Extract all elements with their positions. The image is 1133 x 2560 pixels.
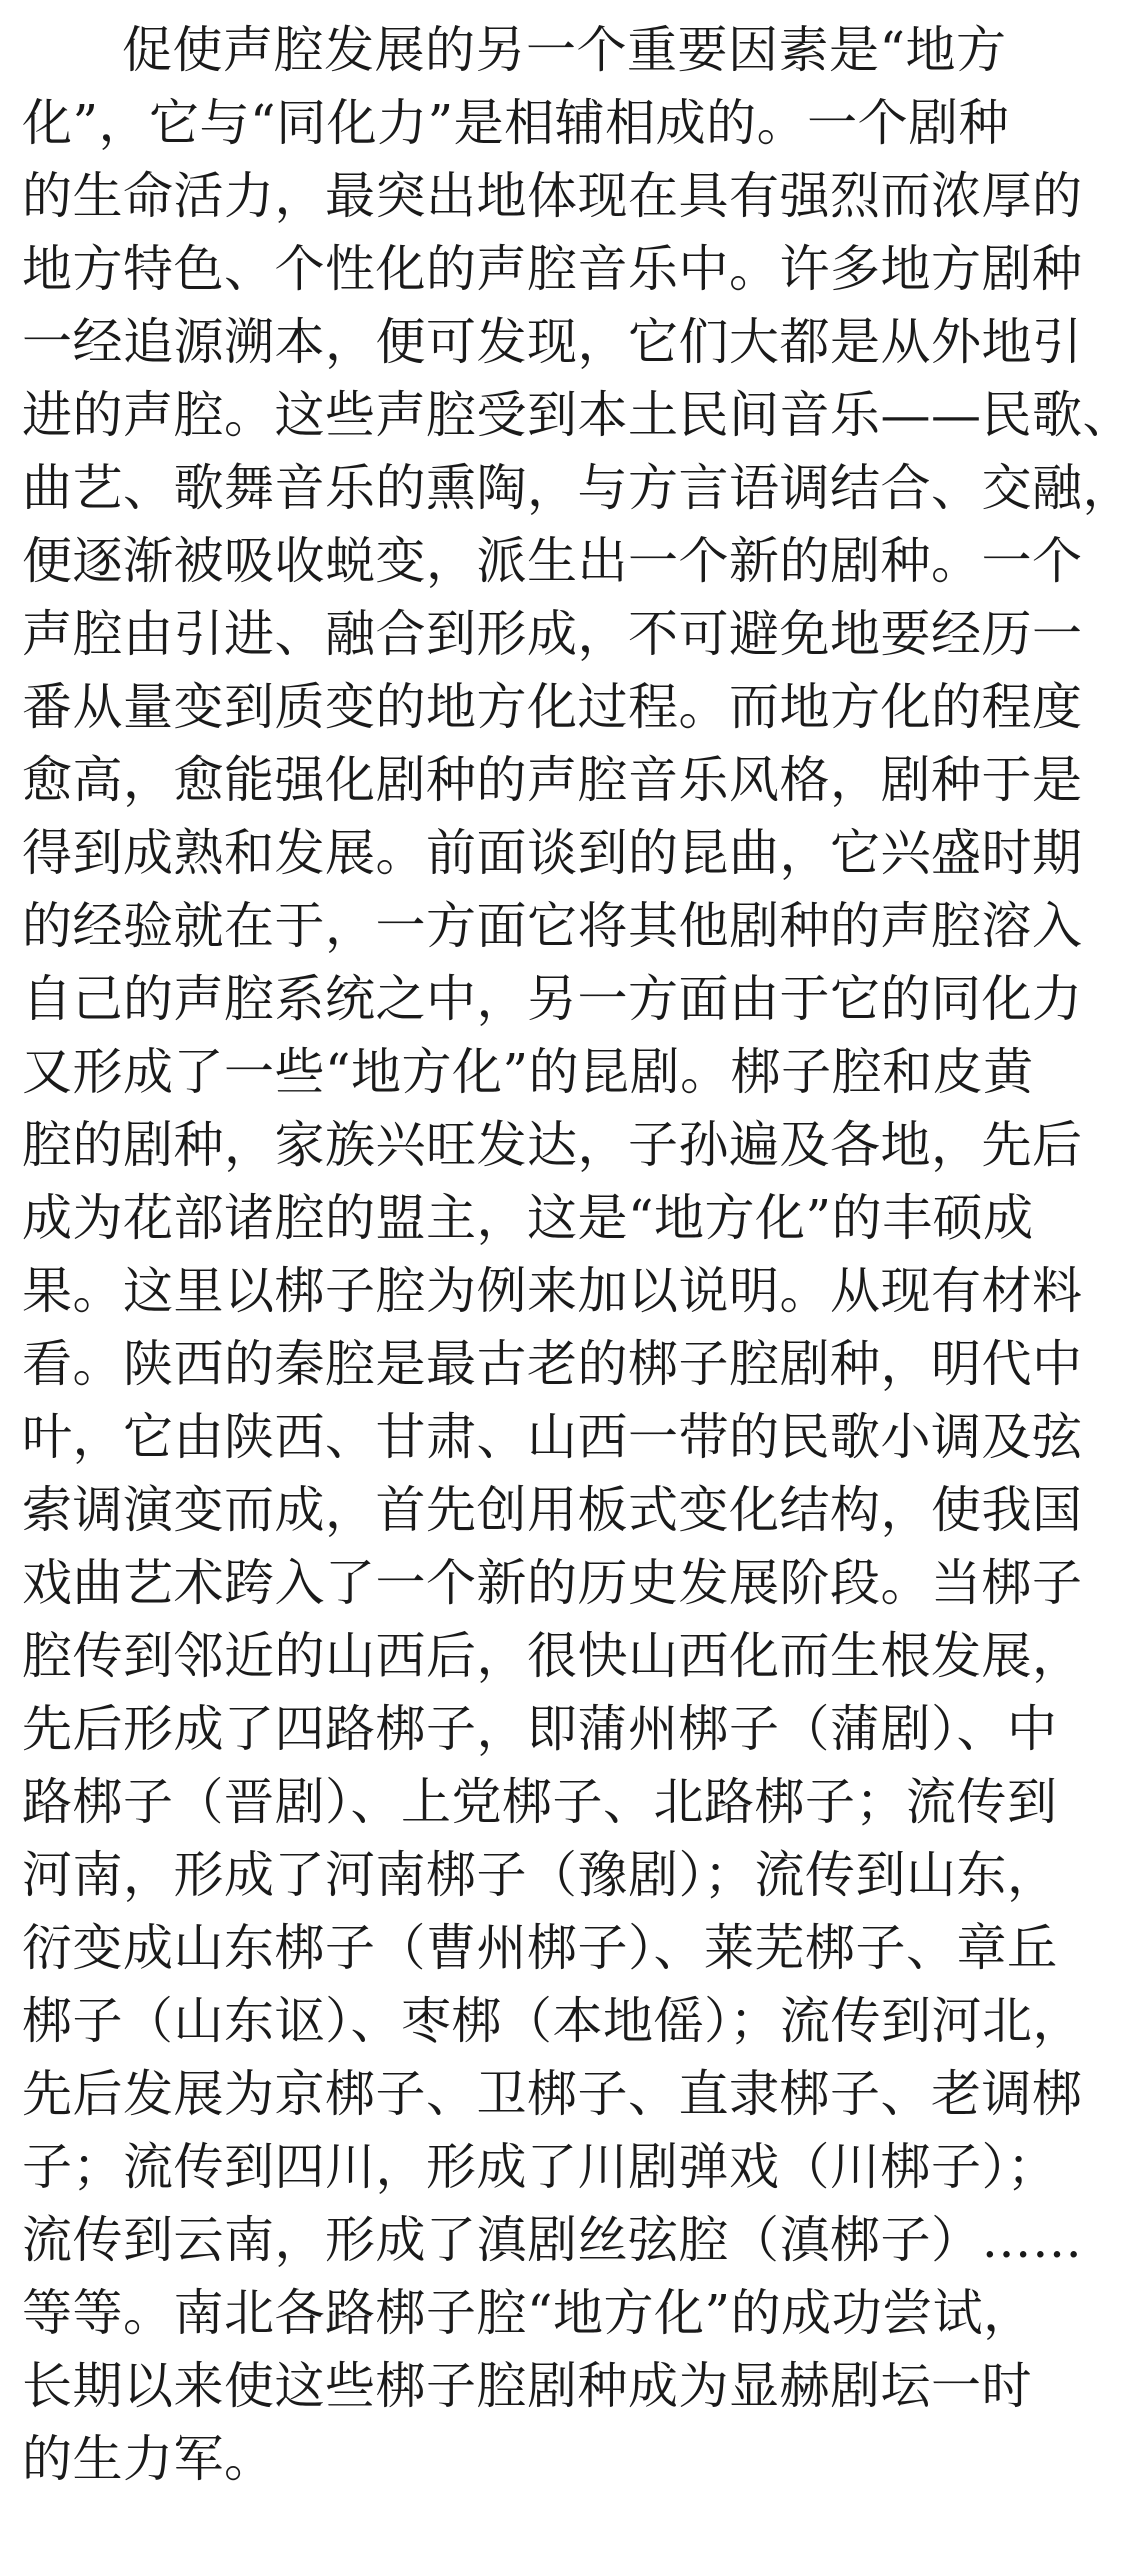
text-line: 叶，它由陕西、甘肃、山西一带的民歌小调及弦 [22, 1408, 1083, 1466]
text-line: 一经追源溯本，便可发现，它们大都是从外地引 [22, 313, 1083, 371]
text-line: 的经验就在于，一方面它将其他剧种的声腔溶入 [22, 897, 1083, 955]
text-line: 衍变成山东梆子（曹州梆子）、莱芜梆子、章丘 [22, 1919, 1058, 1977]
text-line: 得到成熟和发展。前面谈到的昆曲，它兴盛时期 [22, 824, 1083, 882]
text-line: 曲艺、歌舞音乐的熏陶，与方言语调结合、交融， [22, 459, 1133, 517]
text-line: 河南，形成了河南梆子（豫剧）；流传到山东， [22, 1846, 1058, 1904]
text-line: 进的声腔。这些声腔受到本土民间音乐——民歌、 [22, 386, 1133, 444]
text-line: 子；流传到四川，形成了川剧弹戏（川梆子）； [22, 2138, 1058, 2196]
text-line: 愈高，愈能强化剧种的声腔音乐风格，剧种于是 [22, 751, 1083, 809]
text-line: 自己的声腔系统之中，另一方面由于它的同化力 [22, 970, 1083, 1028]
paragraph-first-line: 促使声腔发展的另一个重要因素是“地方 [122, 21, 1007, 79]
text-line: 果。这里以梆子腔为例来加以说明。从现有材料 [22, 1262, 1083, 1320]
text-line: 地方特色、个性化的声腔音乐中。许多地方剧种 [22, 240, 1083, 298]
text-line: 先后形成了四路梆子，即蒲州梆子（蒲剧）、中 [22, 1700, 1058, 1758]
text-line: 成为花部诸腔的盟主，这是“地方化”的丰硕成 [22, 1189, 1034, 1247]
text-line: 便逐渐被吸收蜕变，派生出一个新的剧种。一个 [22, 532, 1083, 590]
text-line: 声腔由引进、融合到形成，不可避免地要经历一 [22, 605, 1083, 663]
article-body [22, 14, 1133, 2496]
text-line: 又形成了一些“地方化”的昆剧。梆子腔和皮黄 [22, 1043, 1034, 1101]
text-line: 等等。南北各路梆子腔“地方化”的成功尝试， [22, 2284, 1034, 2342]
text-line: 的生命活力，最突出地体现在具有强烈而浓厚的 [22, 167, 1083, 225]
text-line: 索调演变而成，首先创用板式变化结构，使我国 [22, 1481, 1083, 1539]
text-line: 番从量变到质变的地方化过程。而地方化的程度 [22, 678, 1083, 736]
text-line: 腔的剧种，家族兴旺发达，子孙遍及各地，先后 [22, 1116, 1083, 1174]
paragraph-last-line: 的生力军。 [22, 2430, 275, 2488]
text-line: 长期以来使这些梆子腔剧种成为显赫剧坛一时 [22, 2357, 1032, 2415]
text-line: 流传到云南，形成了滇剧丝弦腔（滇梆子）…… [22, 2211, 1083, 2269]
text-line: 看。陕西的秦腔是最古老的梆子腔剧种，明代中 [22, 1335, 1083, 1393]
text-line: 戏曲艺术跨入了一个新的历史发展阶段。当梆子 [22, 1554, 1083, 1612]
text-line: 化”，它与“同化力”是相辅相成的。一个剧种 [22, 94, 1010, 152]
text-line: 梆子（山东讴）、枣梆（本地傜）；流传到河北， [22, 1992, 1083, 2050]
text-line: 路梆子（晋剧）、上党梆子、北路梆子；流传到 [22, 1773, 1058, 1831]
text-line: 腔传到邻近的山西后，很快山西化而生根发展， [22, 1627, 1083, 1685]
text-line: 先后发展为京梆子、卫梆子、直隶梆子、老调梆 [22, 2065, 1083, 2123]
